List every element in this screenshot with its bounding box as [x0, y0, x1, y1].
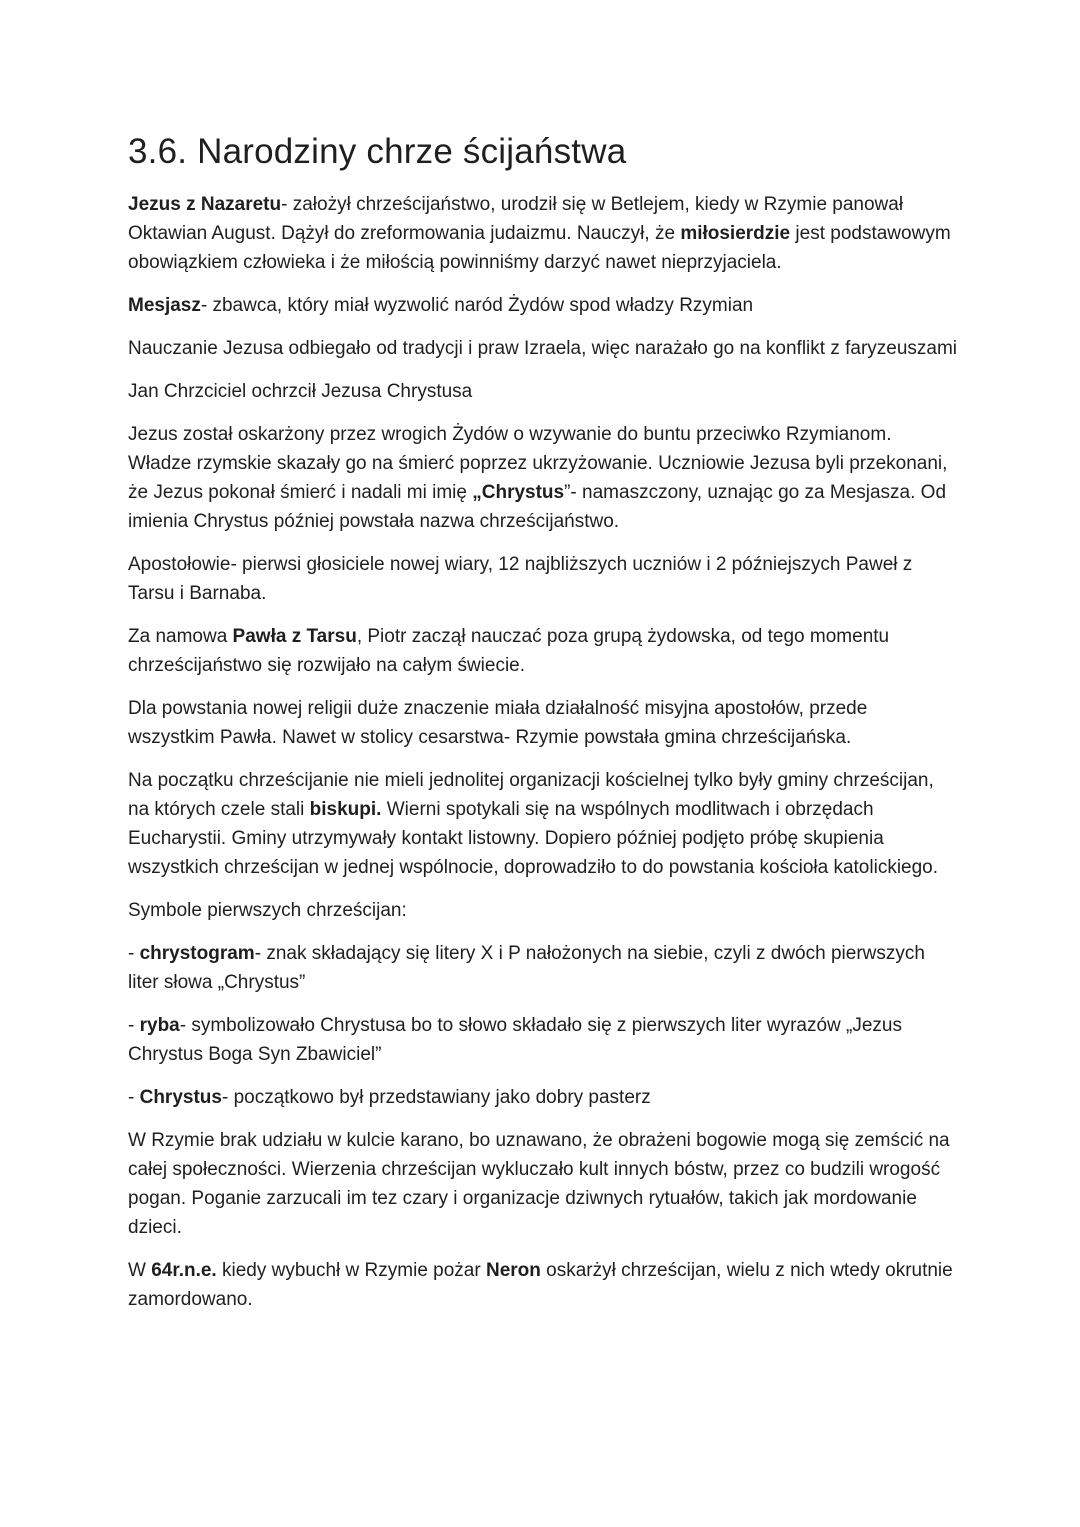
paragraph-apostles — [128, 550, 958, 608]
paragraph-text: W Rzymie brak udziału w kulcie karano, bo uznawano, że obrażeni bogowie mogą się zemścić na całej społeczności. Wierzenia chrześcijan wykluczało kult innych bóstw, przez co budzili wrogość pogan. Poganie zarzucali im tez czary i organizacje dziwnych rytuałów, takich jak mordowanie dzieci. — [128, 1130, 950, 1238]
bold-term: biskupi. — [309, 799, 382, 820]
paragraph-text: - — [128, 1015, 140, 1036]
bold-term: Pawła z Tarsu — [232, 626, 357, 647]
paragraph-text: kiedy wybuchł w Rzymie pożar — [216, 1260, 486, 1281]
paragraph-text: Jan Chrzciciel ochrzcił Jezusa Chrystusa — [128, 381, 473, 402]
paragraph-text: W — [128, 1260, 152, 1281]
paragraph-text: - — [128, 943, 140, 964]
paragraph-text: - zbawca, który miał wyzwolić naród Żydów spod władzy Rzymian — [200, 295, 754, 316]
paragraph-symbols-heading — [128, 896, 958, 925]
bold-term: ryba — [139, 1015, 180, 1036]
paragraph-messiah — [128, 291, 958, 320]
paragraph-text: ”- namaszczony, uznając go za Mesjasza. Od imienia Chrystus później powstała nazwa chrześcijaństwo. — [128, 482, 947, 532]
bold-term: chrystogram — [139, 943, 255, 964]
document-page — [128, 128, 958, 1328]
paragraph-paul — [128, 622, 958, 680]
bold-term: Mesjasz — [128, 295, 201, 316]
paragraph-text: Symbole pierwszych chrześcijan: — [128, 900, 407, 921]
bold-term: „Chrystus — [472, 482, 565, 503]
list-item-chrystogram — [128, 939, 958, 997]
list-item-fish — [128, 1011, 958, 1069]
bold-term: Neron — [485, 1260, 541, 1281]
bold-term: Jezus z Nazaretu — [128, 194, 282, 215]
paragraph-text: Wierni spotykali się na wspólnych modlitwach i obrzędach Eucharystii. Gminy utrzymywały kontakt listowny. Dopiero później podjęto próbę skupienia wszystkich chrześcijan w jednej wspólnocie, doprowadziło to do powstania kościoła katolickiego. — [128, 799, 939, 878]
paragraph-text: - — [128, 1087, 140, 1108]
paragraph-jesus — [128, 190, 958, 277]
paragraph-text: - znak składający się litery X i P nałożonych na siebie, czyli z dwóch pierwszych liter słowa „Chrystus” — [128, 943, 925, 993]
paragraph-text: Apostołowie- pierwsi głosiciele nowej wiary, 12 najbliższych uczniów i 2 późniejszych Paweł z Tarsu i Barnaba. — [128, 554, 913, 604]
page-title: 3.6. Narodziny chrze ścijaństwa — [128, 132, 627, 171]
list-item-shepherd — [128, 1083, 958, 1112]
paragraph-text: jest podstawowym obowiązkiem człowieka i że miłością powinniśmy darzyć nawet nieprzyjaciela. — [128, 223, 951, 273]
paragraph-teaching — [128, 334, 958, 363]
bold-term: Chrystus — [139, 1087, 222, 1108]
paragraph-text: Dla powstania nowej religii duże znaczenie miała działalność misyjna apostołów, przede wszystkim Pawła. Nawet w stolicy cesarstwa- Rzymie powstała gmina chrześcijańska. — [128, 698, 868, 748]
paragraph-missions — [128, 694, 958, 752]
paragraph-text: Nauczanie Jezusa odbiegało od tradycji i praw Izraela, więc narażało go na konflikt z faryzeuszami — [128, 338, 958, 359]
paragraph-baptism — [128, 377, 958, 406]
paragraph-persecution — [128, 1126, 958, 1242]
paragraph-text: - założył chrześcijaństwo, urodził się w Betlejem, kiedy w Rzymie panował Oktawian August. Dążył do zreformowania judaizmu. Nauczył, że — [128, 194, 904, 244]
paragraph-text: , Piotr zaczął nauczać poza grupą żydowska, od tego momentu chrześcijaństwo się rozwijało na całym świecie. — [128, 626, 890, 676]
paragraph-text: Na początku chrześcijanie nie mieli jednolitej organizacji kościelnej tylko były gminy chrześcijan, na których czele stali — [128, 770, 934, 820]
paragraph-organization — [128, 766, 958, 882]
bold-term: 64r.n.e. — [151, 1260, 217, 1281]
paragraph-text: oskarżył chrześcijan, wielu z nich wtedy okrutnie zamordowano. — [128, 1260, 953, 1310]
paragraph-text: - symbolizowało Chrystusa bo to słowo składało się z pierwszych liter wyrazów „Jezus Chrystus Boga Syn Zbawiciel” — [128, 1015, 903, 1065]
bold-term: miłosierdzie — [680, 223, 791, 244]
paragraph-crucifixion — [128, 420, 958, 536]
paragraph-text: Za namowa — [128, 626, 233, 647]
paragraph-text: - początkowo był przedstawiany jako dobry pasterz — [221, 1087, 651, 1108]
paragraph-nero — [128, 1256, 958, 1314]
paragraph-text: Jezus został oskarżony przez wrogich Żydów o wzywanie do buntu przeciwko Rzymianom. Władze rzymskie skazały go na śmierć poprzez ukrzyżowanie. Uczniowie Jezusa byli przekonani, że Jezus pokonał śmierć i nadali mi imię — [128, 424, 948, 503]
